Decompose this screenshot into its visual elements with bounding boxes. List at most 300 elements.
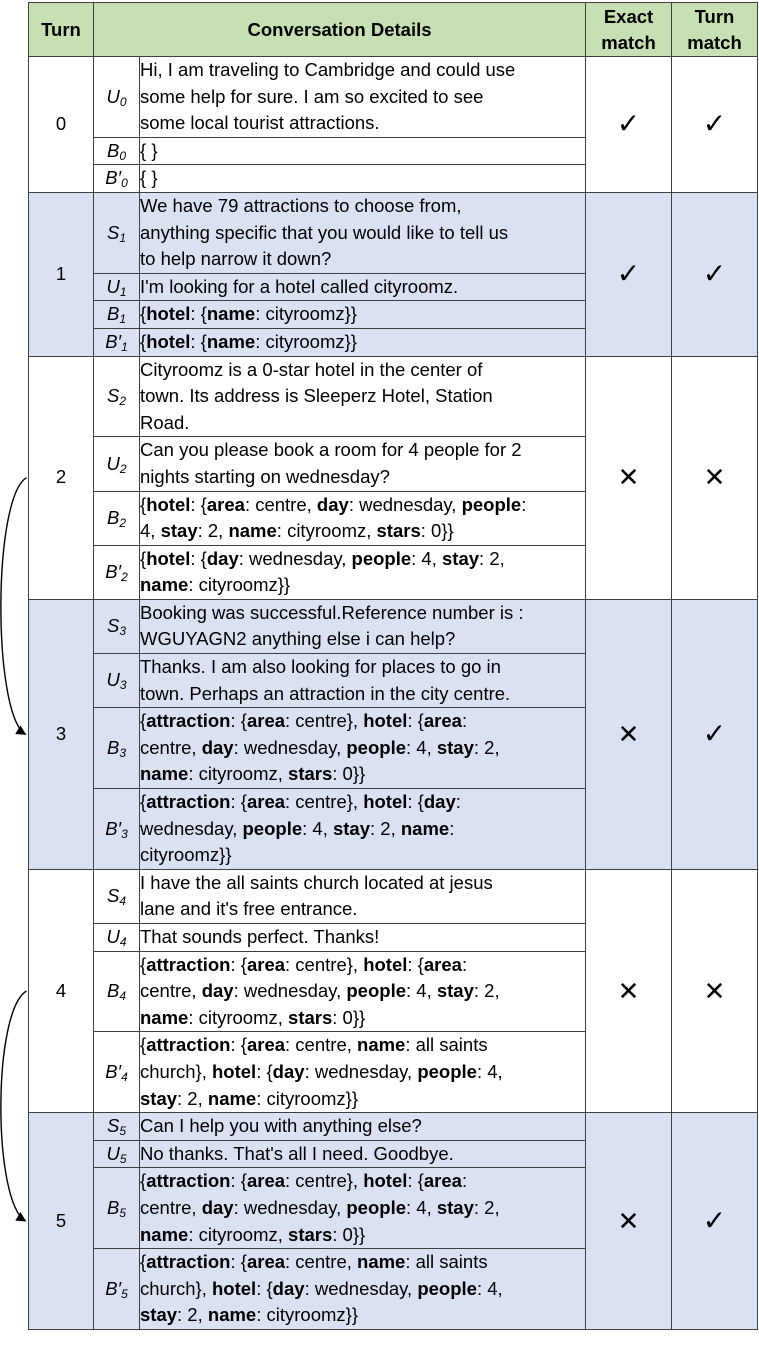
text-line xyxy=(140,1249,585,1276)
utterance-text xyxy=(140,951,586,1032)
slot-key: stars xyxy=(376,520,421,542)
text-segment: : 0}} xyxy=(332,763,366,785)
text-segment: : 4, xyxy=(302,817,333,839)
text-segment: : 4, xyxy=(476,1060,503,1082)
label-subscript: 3 xyxy=(121,826,128,841)
slot-key: attraction xyxy=(146,791,231,813)
text-line xyxy=(140,193,585,220)
text-line xyxy=(140,57,585,84)
turn-number: 3 xyxy=(29,599,94,869)
label-subscript: 4 xyxy=(119,894,127,909)
utterance-text xyxy=(140,137,586,165)
label-subscript: 2 xyxy=(121,569,128,584)
utterance-label xyxy=(94,789,140,870)
text-segment: : xyxy=(461,953,468,975)
slot-key: name xyxy=(206,303,256,325)
text-segment: : centre}, xyxy=(285,953,364,975)
text-line xyxy=(140,816,585,843)
text-segment: centre, xyxy=(140,980,202,1002)
slot-key: area xyxy=(246,1034,286,1056)
text-line xyxy=(140,138,585,165)
text-segment: : cityroomz}} xyxy=(255,303,357,325)
utterance-label xyxy=(94,1113,140,1141)
label-subscript: 1 xyxy=(121,339,128,354)
slot-key: stay xyxy=(436,1196,474,1218)
slot-key: name xyxy=(206,330,256,352)
slot-key: area xyxy=(423,1170,462,1192)
text-segment: : 4, xyxy=(406,980,437,1002)
slot-key: name xyxy=(207,1087,257,1109)
slot-key: area xyxy=(246,1170,286,1192)
header-conversation-details: Conversation Details xyxy=(94,3,586,57)
conversation-table xyxy=(28,2,758,1330)
label-subscript: 5 xyxy=(119,1124,127,1139)
slot-key: attraction xyxy=(146,710,231,732)
text-segment: anything specific that you would like to tell us xyxy=(140,221,509,243)
utterance-label xyxy=(94,57,140,138)
slot-key: stay xyxy=(140,1087,178,1109)
text-segment: : xyxy=(449,817,455,839)
text-line xyxy=(140,654,585,681)
label-subscript: 0 xyxy=(121,176,128,191)
slot-key: area xyxy=(206,493,245,515)
label-letter: S xyxy=(106,385,120,407)
utterance-label xyxy=(94,1140,140,1168)
text-line xyxy=(140,546,585,573)
utterance-text xyxy=(140,654,586,708)
text-segment: Road. xyxy=(140,411,190,433)
utterance-label xyxy=(94,301,140,329)
text-segment: : xyxy=(455,791,461,813)
turn-row xyxy=(29,1113,758,1141)
text-segment: some local tourist attractions. xyxy=(140,112,380,134)
slot-key: name xyxy=(357,1034,406,1056)
utterance-text xyxy=(140,599,586,653)
turn-number: 2 xyxy=(29,356,94,599)
text-segment: : { xyxy=(407,1170,424,1192)
turn-link-arrow xyxy=(1,478,27,735)
label-subscript: 5 xyxy=(121,1286,128,1301)
text-segment: cityroomz}} xyxy=(140,844,232,866)
label-subscript: 2 xyxy=(119,394,127,409)
text-segment: : all saints xyxy=(405,1034,488,1056)
text-line xyxy=(140,1059,585,1086)
text-segment: town. Its address is Sleeperz Hotel, Station xyxy=(140,385,493,407)
text-segment: That sounds perfect. Thanks! xyxy=(140,926,380,947)
text-segment: : cityroomz}} xyxy=(188,574,291,596)
check-icon: ✓ xyxy=(672,599,758,869)
slot-key: day xyxy=(201,736,234,758)
utterance-text xyxy=(140,437,586,491)
text-segment: : wednesday, xyxy=(233,736,347,758)
text-line xyxy=(140,220,585,247)
text-segment: : 0}} xyxy=(420,520,454,542)
cross-icon: ✕ xyxy=(586,1113,672,1330)
text-line xyxy=(140,626,585,653)
label-letter: U xyxy=(106,1142,120,1164)
text-line xyxy=(140,1222,585,1249)
text-segment: : { xyxy=(230,1034,247,1056)
text-line xyxy=(140,761,585,788)
slot-key: people xyxy=(461,493,522,515)
text-line xyxy=(140,1113,585,1140)
text-segment: Hi, I am traveling to Cambridge and could use xyxy=(140,59,516,80)
slot-key: day xyxy=(206,547,239,569)
slot-key: people xyxy=(417,1060,477,1082)
text-line xyxy=(140,464,585,491)
check-icon: ✓ xyxy=(672,57,758,193)
label-subscript: 2 xyxy=(119,515,127,530)
text-segment: Can you please book a room for 4 people for 2 xyxy=(140,439,522,461)
text-segment: wednesday, xyxy=(140,817,243,839)
text-segment: : 4, xyxy=(406,1196,437,1218)
text-segment: : { xyxy=(230,953,247,975)
label-letter: U xyxy=(106,85,120,107)
utterance-text xyxy=(140,869,586,923)
text-line xyxy=(140,357,585,384)
text-segment: church}, xyxy=(140,1060,212,1082)
text-line xyxy=(140,1005,585,1032)
utterance-text xyxy=(140,545,586,599)
label-letter: S xyxy=(106,221,120,243)
text-segment: { xyxy=(140,1034,147,1056)
text-line xyxy=(140,789,585,816)
text-segment: 4, xyxy=(140,520,161,542)
slot-key: attraction xyxy=(146,1170,231,1192)
utterance-text xyxy=(140,192,586,273)
slot-key: day xyxy=(201,980,234,1002)
slot-key: day xyxy=(423,791,456,813)
turn-row xyxy=(29,356,758,437)
slot-key: hotel xyxy=(146,547,191,569)
text-line xyxy=(140,383,585,410)
text-segment: church}, xyxy=(140,1277,212,1299)
slot-key: hotel xyxy=(146,330,191,352)
text-line xyxy=(140,924,585,951)
text-segment: : 2, xyxy=(177,1304,208,1326)
utterance-label xyxy=(94,1249,140,1330)
label-letter: B′ xyxy=(105,1060,122,1082)
text-segment: : { xyxy=(256,1277,273,1299)
slot-key: people xyxy=(242,817,303,839)
text-segment: : { xyxy=(190,303,207,325)
utterance-text xyxy=(140,328,586,356)
turn-number: 5 xyxy=(29,1113,94,1330)
label-letter: B xyxy=(106,139,120,161)
header-turn: Turn xyxy=(29,3,94,57)
header-turn-match: Turn match xyxy=(672,3,758,57)
text-segment: We have 79 attractions to choose from, xyxy=(140,194,462,216)
text-segment: { xyxy=(140,547,147,569)
text-line xyxy=(140,246,585,273)
slot-key: area xyxy=(246,1251,286,1273)
utterance-label xyxy=(94,273,140,301)
text-segment: nights starting on wednesday? xyxy=(140,465,390,487)
label-letter: B xyxy=(106,303,120,325)
text-segment: : centre, xyxy=(285,1034,358,1056)
utterance-label xyxy=(94,545,140,599)
utterance-label xyxy=(94,924,140,952)
text-line xyxy=(140,1032,585,1059)
text-segment: Booking was successful.Reference number is : xyxy=(140,601,524,623)
text-segment: : { xyxy=(230,791,247,813)
slot-key: people xyxy=(346,1196,406,1218)
label-letter: B′ xyxy=(105,1277,122,1299)
text-line xyxy=(140,870,585,897)
label-subscript: 5 xyxy=(119,1151,127,1166)
utterance-label xyxy=(94,192,140,273)
cross-icon: ✕ xyxy=(586,356,672,599)
text-segment: { xyxy=(140,330,147,352)
text-segment: : all saints xyxy=(405,1251,488,1273)
label-letter: B′ xyxy=(105,560,122,582)
text-segment: { xyxy=(140,1170,147,1192)
slot-key: day xyxy=(272,1060,305,1082)
slot-key: area xyxy=(423,953,462,975)
slot-key: name xyxy=(400,817,450,839)
slot-key: name xyxy=(140,574,189,596)
text-line xyxy=(140,1195,585,1222)
slot-key: hotel xyxy=(363,953,408,975)
utterance-label xyxy=(94,951,140,1032)
check-icon: ✓ xyxy=(672,1113,758,1330)
check-icon: ✓ xyxy=(586,57,672,193)
utterance-text xyxy=(140,165,586,193)
utterance-text xyxy=(140,301,586,329)
text-line xyxy=(140,84,585,111)
turn-row xyxy=(29,57,758,138)
text-segment: town. Perhaps an attraction in the city centre. xyxy=(140,682,511,704)
label-subscript: 5 xyxy=(119,1205,127,1220)
text-segment: { xyxy=(140,791,147,813)
slot-key: people xyxy=(417,1277,477,1299)
text-segment: to help narrow it down? xyxy=(140,248,332,270)
text-segment: : centre}, xyxy=(285,1170,364,1192)
text-line xyxy=(140,978,585,1005)
slot-key: attraction xyxy=(146,1034,231,1056)
utterance-label xyxy=(94,599,140,653)
text-segment: : 2, xyxy=(473,1196,500,1218)
text-segment: : { xyxy=(230,1170,247,1192)
text-segment: : 0}} xyxy=(332,1223,366,1245)
text-segment: centre, xyxy=(140,736,202,758)
label-letter: S xyxy=(106,1115,120,1137)
label-subscript: 2 xyxy=(119,461,127,476)
utterance-text xyxy=(140,1140,586,1168)
text-segment: { xyxy=(140,953,147,975)
text-line xyxy=(140,896,585,923)
text-segment: : wednesday, xyxy=(233,980,347,1002)
slot-key: stay xyxy=(140,1304,178,1326)
slot-key: area xyxy=(246,710,286,732)
text-segment: : 2, xyxy=(177,1087,208,1109)
slot-key: area xyxy=(246,791,286,813)
text-line xyxy=(140,1141,585,1168)
utterance-label xyxy=(94,1032,140,1113)
text-segment: : { xyxy=(230,1251,247,1273)
text-segment: : centre}, xyxy=(285,710,364,732)
text-segment: : xyxy=(461,710,468,732)
text-segment: : 0}} xyxy=(332,1006,366,1028)
slot-key: hotel xyxy=(212,1277,257,1299)
text-line xyxy=(140,708,585,735)
utterance-label xyxy=(94,654,140,708)
text-segment: : wednesday, xyxy=(304,1060,418,1082)
text-line xyxy=(140,600,585,627)
turn-number: 0 xyxy=(29,57,94,193)
text-line xyxy=(140,1276,585,1303)
label-letter: S xyxy=(106,885,120,907)
label-letter: B xyxy=(106,1196,120,1218)
slot-key: name xyxy=(207,1304,257,1326)
label-subscript: 3 xyxy=(119,624,127,639)
slot-key: stay xyxy=(332,817,371,839)
slot-key: hotel xyxy=(212,1060,257,1082)
label-subscript: 3 xyxy=(119,745,127,760)
text-line xyxy=(140,735,585,762)
text-line xyxy=(140,572,585,599)
label-letter: U xyxy=(106,275,120,297)
label-subscript: 1 xyxy=(119,230,127,245)
text-segment: : { xyxy=(190,547,207,569)
utterance-label xyxy=(94,869,140,923)
text-segment: : cityroomz, xyxy=(188,763,289,785)
label-letter: B′ xyxy=(105,817,122,839)
text-segment: : xyxy=(461,1170,468,1192)
text-segment: I'm looking for a hotel called cityroomz. xyxy=(140,275,459,297)
text-segment: : cityroomz, xyxy=(276,520,377,542)
utterance-label xyxy=(94,356,140,437)
utterance-text xyxy=(140,1249,586,1330)
text-segment: : { xyxy=(407,791,424,813)
text-segment: : 2, xyxy=(197,520,229,542)
slot-key: hotel xyxy=(146,493,191,515)
text-segment: : wednesday, xyxy=(233,1196,347,1218)
text-segment: : { xyxy=(190,493,207,515)
cross-icon: ✕ xyxy=(672,356,758,599)
slot-key: attraction xyxy=(146,953,231,975)
text-line xyxy=(140,842,585,869)
slot-key: name xyxy=(228,520,277,542)
utterance-text xyxy=(140,273,586,301)
utterance-label xyxy=(94,137,140,165)
label-letter: U xyxy=(106,926,120,947)
text-segment: I have the all saints church located at jesus xyxy=(140,871,493,893)
slot-key: area xyxy=(423,710,462,732)
slot-key: name xyxy=(357,1251,406,1273)
slot-key: people xyxy=(346,980,406,1002)
text-segment: : cityroomz}} xyxy=(256,1087,359,1109)
label-letter: B xyxy=(106,736,120,758)
cross-icon: ✕ xyxy=(586,869,672,1112)
text-line xyxy=(140,274,585,301)
turn-link-arrow xyxy=(1,991,27,1221)
slot-key: day xyxy=(272,1277,305,1299)
utterance-text xyxy=(140,356,586,437)
utterance-label xyxy=(94,328,140,356)
text-segment: : cityroomz, xyxy=(188,1223,289,1245)
text-segment: : 2, xyxy=(370,817,401,839)
text-segment: : 2, xyxy=(473,736,500,758)
text-segment: : wednesday, xyxy=(348,493,462,515)
text-line xyxy=(140,1168,585,1195)
utterance-label xyxy=(94,165,140,193)
text-line xyxy=(140,1302,585,1329)
utterance-label xyxy=(94,1168,140,1249)
label-subscript: 4 xyxy=(119,989,127,1004)
text-segment: : 2, xyxy=(479,547,505,569)
utterance-text xyxy=(140,1113,586,1141)
utterance-label xyxy=(94,437,140,491)
text-segment: : centre, xyxy=(285,1251,358,1273)
text-segment: : cityroomz}} xyxy=(256,1304,359,1326)
slot-key: day xyxy=(201,1196,234,1218)
conversation-body xyxy=(29,57,758,1330)
text-segment: centre, xyxy=(140,1196,202,1218)
text-segment: { } xyxy=(140,167,158,189)
text-segment: Thanks. I am also looking for places to go in xyxy=(140,656,501,678)
text-segment: : 2, xyxy=(473,980,500,1002)
label-subscript: 0 xyxy=(119,94,127,109)
text-segment: No thanks. That's all I need. Goodbye. xyxy=(140,1142,454,1164)
text-segment: { xyxy=(140,1251,147,1273)
cross-icon: ✕ xyxy=(586,599,672,869)
text-segment: lane and it's free entrance. xyxy=(140,898,358,920)
text-line xyxy=(140,329,585,356)
slot-key: name xyxy=(140,1223,189,1245)
slot-key: stay xyxy=(442,547,480,569)
label-letter: U xyxy=(106,452,120,474)
slot-key: stay xyxy=(436,980,474,1002)
slot-key: attraction xyxy=(146,1251,231,1273)
text-segment: : centre, xyxy=(244,493,317,515)
slot-key: stars xyxy=(288,763,333,785)
text-segment: : 4, xyxy=(411,547,443,569)
slot-key: stay xyxy=(436,736,474,758)
label-subscript: 0 xyxy=(119,148,127,163)
slot-key: stars xyxy=(288,1223,333,1245)
label-letter: S xyxy=(106,615,120,637)
slot-key: stay xyxy=(160,520,198,542)
turn-row xyxy=(29,192,758,273)
utterance-text xyxy=(140,924,586,952)
slot-key: hotel xyxy=(363,710,408,732)
text-segment: : cityroomz}} xyxy=(255,330,357,352)
text-line xyxy=(140,437,585,464)
utterance-label xyxy=(94,708,140,789)
utterance-text xyxy=(140,1168,586,1249)
utterance-text xyxy=(140,1032,586,1113)
utterance-text xyxy=(140,57,586,138)
slot-key: name xyxy=(140,763,189,785)
turn-row xyxy=(29,599,758,653)
label-subscript: 4 xyxy=(119,935,127,949)
text-line xyxy=(140,518,585,545)
text-segment: : { xyxy=(190,330,207,352)
label-subscript: 1 xyxy=(119,284,127,299)
turn-number: 1 xyxy=(29,192,94,356)
text-segment: WGUYAGN2 anything else i can help? xyxy=(140,628,456,650)
header-row xyxy=(29,3,758,57)
slot-key: people xyxy=(346,736,406,758)
cross-icon: ✕ xyxy=(672,869,758,1112)
text-line xyxy=(140,301,585,328)
text-line xyxy=(140,165,585,192)
check-icon: ✓ xyxy=(672,192,758,356)
text-segment: { xyxy=(140,710,147,732)
label-subscript: 3 xyxy=(119,678,127,693)
text-line xyxy=(140,410,585,437)
